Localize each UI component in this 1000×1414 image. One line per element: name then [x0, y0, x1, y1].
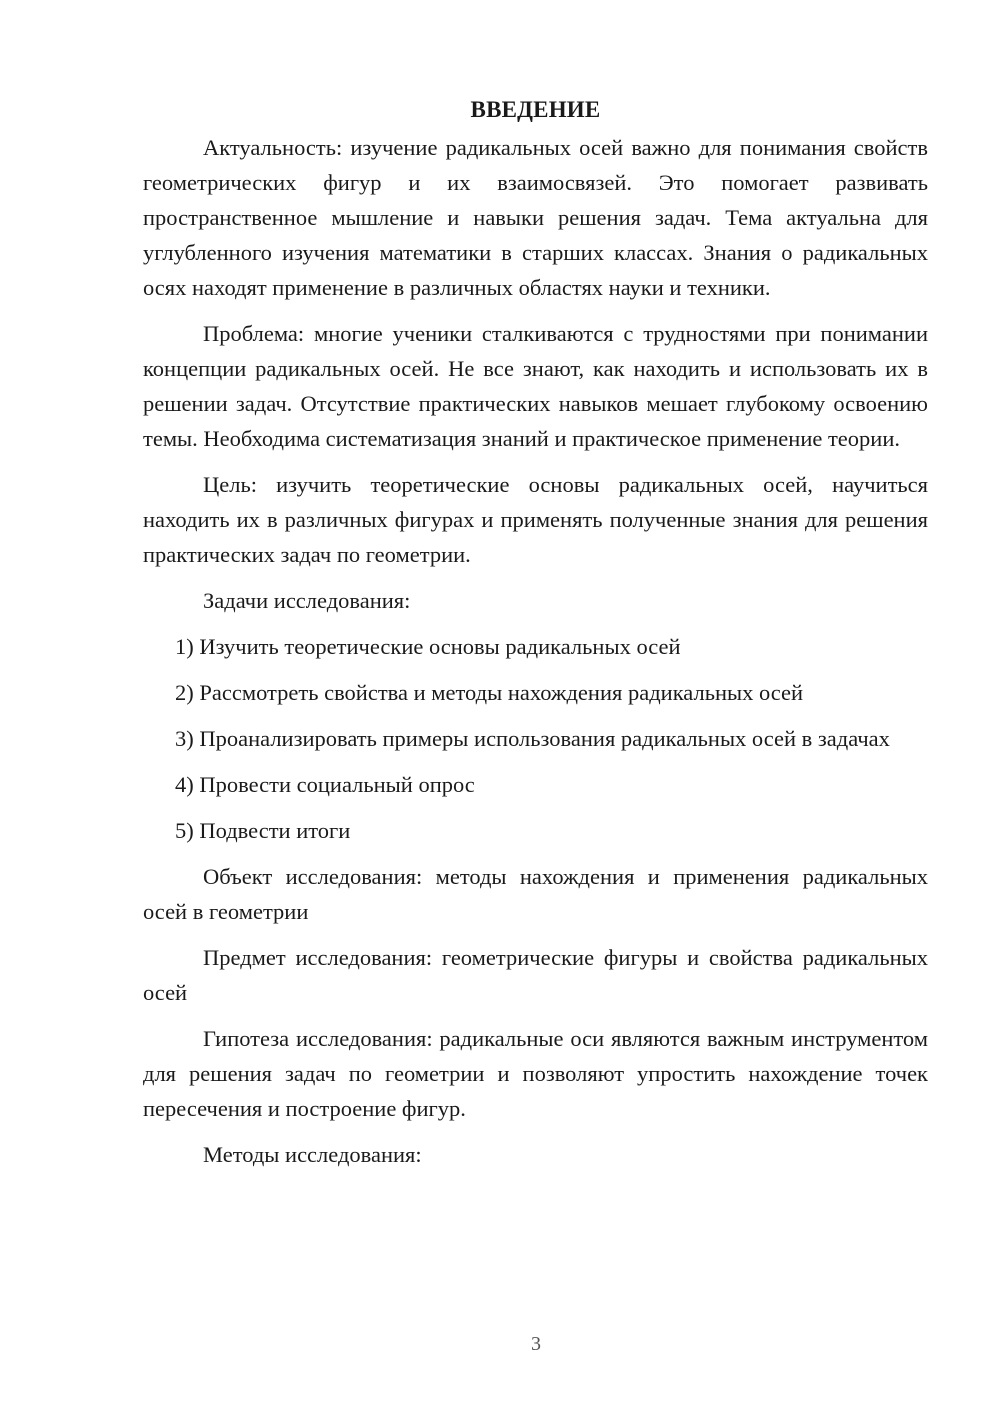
task-item-2: 2) Рассмотреть свойства и методы нахождения радикальных осей	[175, 680, 804, 705]
document-page	[143, 92, 928, 1172]
task-item-3: 3) Проанализировать примеры использования радикальных осей в задачах	[175, 726, 890, 751]
tasks-heading: Задачи исследования:	[203, 588, 411, 613]
task-item-5: 5) Подвести итоги	[175, 818, 351, 843]
task-item-1: 1) Изучить теоретические основы радикальных осей	[175, 634, 681, 659]
problem-paragraph: Проблема: многие ученики сталкиваются с трудностями при понимании концепции радикальных осей. Не все знают, как находить и использовать их в решении задач. Отсутствие практических навыков мешает глубокому освоению темы. Необходима систематизация знаний и практическое применение теории.	[143, 321, 928, 451]
section-title: ВВЕДЕНИЕ	[470, 97, 601, 122]
methods-heading: Методы исследования:	[203, 1142, 422, 1167]
subject-paragraph: Предмет исследования: геометрические фигуры и свойства радикальных осей	[143, 945, 928, 1005]
task-item-4: 4) Провести социальный опрос	[175, 772, 475, 797]
page-number: 3	[531, 1333, 541, 1355]
object-paragraph: Объект исследования: методы нахождения и применения радикальных осей в геометрии	[143, 864, 928, 924]
goal-paragraph: Цель: изучить теоретические основы радикальных осей, научиться находить их в различных фигурах и применять полученные знания для решения практических задач по геометрии.	[143, 472, 928, 567]
relevance-paragraph: Актуальность: изучение радикальных осей важно для понимания свойств геометрических фигур и их взаимосвязей. Это помогает развивать пространственное мышление и навыки решения задач. Тема актуальна для углубленного изучения математики в старших классах. Знания о радикальных осях находят применение в различных областях науки и техники.	[143, 135, 928, 300]
hypothesis-paragraph: Гипотеза исследования: радикальные оси являются важным инструментом для решения задач по геометрии и позволяют упростить нахождение точек пересечения и построение фигур.	[143, 1026, 928, 1121]
